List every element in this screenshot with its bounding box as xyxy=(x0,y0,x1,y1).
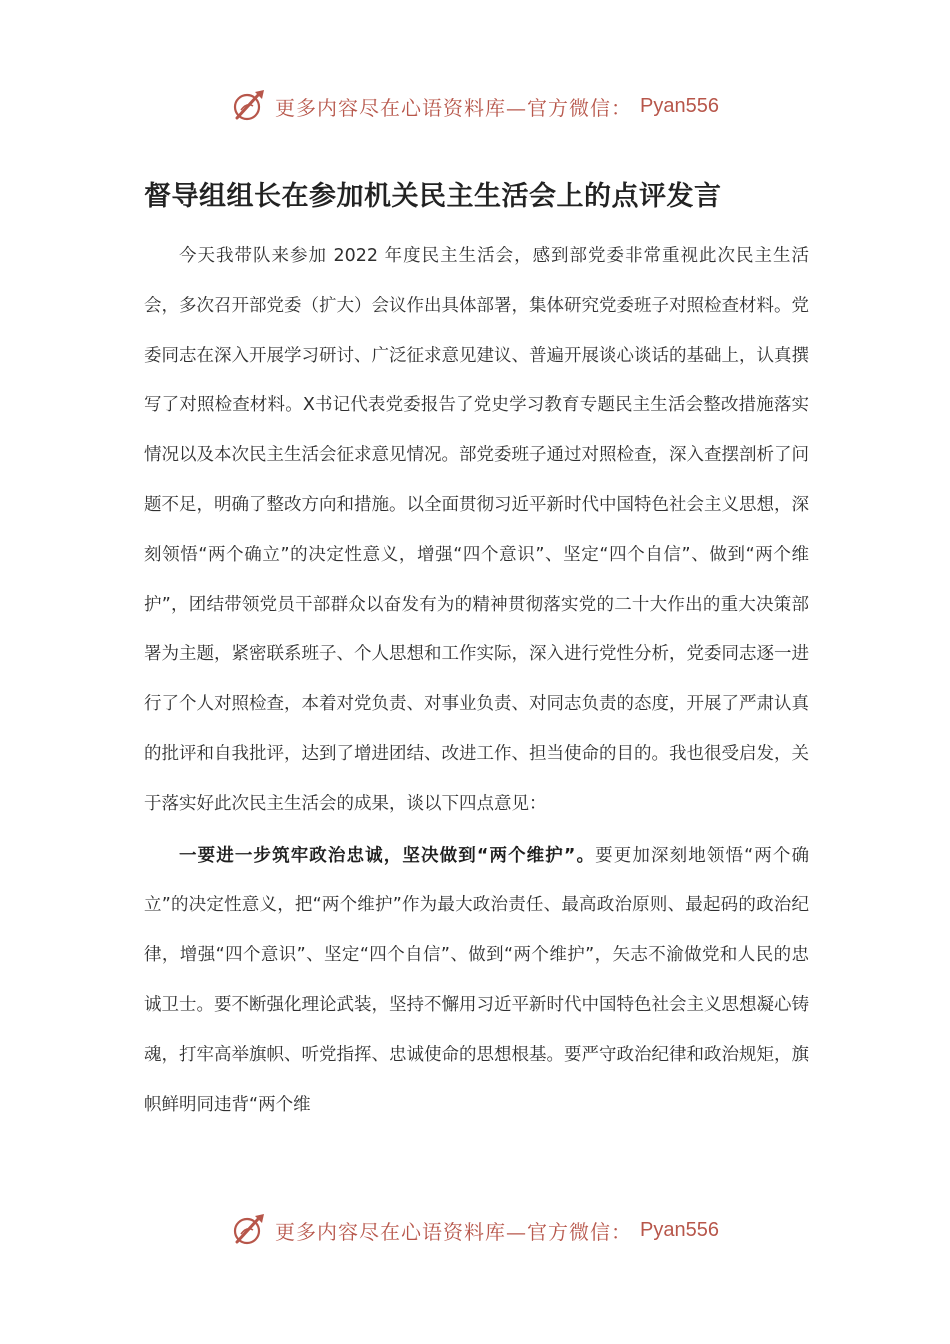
pen-logo-icon xyxy=(231,88,267,124)
document-body xyxy=(144,232,809,1130)
paragraph-intro: 今天我带队来参加 2022 年度民主生活会，感到部党委非常重视此次民主生活会，多次召开部党委（扩大）会议作出具体部署，集体研究党委班子对照检查材料。党委同志在深入开展学习研讨、广泛征求意见建议、普遍开展谈心谈话的基础上，认真撰写了对照检查材料。X书记代表党委报告了党史学习教育专题民主生活会整改措施落实情况以及本次民主生活会征求意见情况。部党委班子通过对照检查，深入查摆剖析了问题不足，明确了整改方向和措施。以全面贯彻习近平新时代中国特色社会主义思想，深刻领悟“两个确立”的决定性意义，增强“四个意识”、坚定“四个自信”、做到“两个维护”，团结带领党员干部群众以奋发有为的精神贯彻落实党的二十大作出的重大决策部署为主题，紧密联系班子、个人思想和工作实际，深入进行党性分析，党委同志逐一进行了个人对照检查，本着对党负责、对事业负责、对同志负责的态度，开展了严肃认真的批评和自我批评，达到了增进团结、改进工作、担当使命的目的。我也很受启发，关于落实好此次民主生活会的成果，谈以下四点意见： xyxy=(144,246,809,814)
paragraph-point-one xyxy=(144,832,809,1131)
banner-wechat-id: Pyan556 xyxy=(640,94,719,117)
point-one-heading: 一要进一步筑牢政治忠诚，坚决做到“两个维护”。 xyxy=(179,845,596,866)
banner-text: 更多内容尽在心语资料库—官方微信： xyxy=(275,95,633,120)
footer-watermark-banner xyxy=(0,1210,950,1250)
header-watermark-banner xyxy=(0,86,950,126)
pen-logo-icon xyxy=(231,1212,267,1248)
point-one-body: 要更加深刻地领悟“两个确立”的决定性意义，把“两个维护”作为最大政治责任、最高政治原则、最起码的政治纪律，增强“四个意识”、坚定“四个自信”、做到“两个维护”，矢志不渝做党和人民的忠诚卫士。要不断强化理论武装，坚持不懈用习近平新时代中国特色社会主义思想凝心铸魂，打牢高举旗帜、听党指挥、忠诚使命的思想根基。要严守政治纪律和政治规矩，旗帜鲜明同违背“两个维 xyxy=(144,845,809,1115)
banner-text: 更多内容尽在心语资料库—官方微信： xyxy=(275,1219,633,1244)
document-title: 督导组组长在参加机关民主生活会上的点评发言 xyxy=(144,181,722,212)
banner-wechat-id: Pyan556 xyxy=(640,1218,719,1241)
